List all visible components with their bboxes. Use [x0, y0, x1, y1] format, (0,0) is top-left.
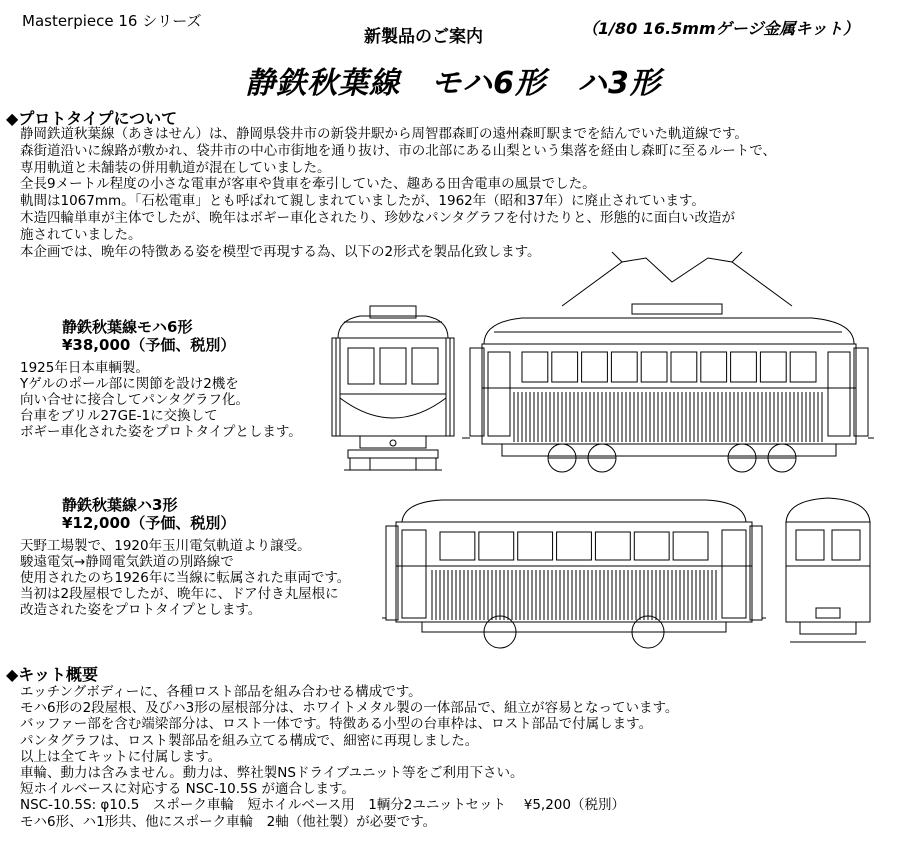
prototype-line: 施されていました。 [20, 226, 142, 243]
window [796, 530, 824, 560]
door [488, 352, 510, 436]
door [722, 530, 746, 618]
window [348, 348, 374, 384]
window [634, 532, 669, 560]
window [790, 352, 816, 382]
desc-line: ボギー車化された姿をプロトタイプとします。 [20, 424, 302, 440]
window [582, 352, 608, 382]
product-price-ha3: ¥12,000（予価、税別） [62, 514, 236, 532]
pantograph [562, 258, 792, 306]
desc-line: 当初は2段屋根でしたが、晩年に、ドア付き丸屋根に [20, 586, 339, 602]
window [673, 532, 708, 560]
product-name-ha3: 静鉄秋葉線ハ3形 [62, 496, 178, 514]
ha3-end-drawing [780, 492, 876, 660]
prototype-line: 森街道沿いに線路が敷かれ、袋井市の中心市街地を通り抜け、市の北部にある山梨という集落を経由し森町に至るルートで、 [20, 142, 776, 159]
product-price-moha6: ¥38,000（予価、税別） [62, 336, 236, 354]
moha6-front-drawing [330, 298, 456, 480]
window [641, 352, 667, 382]
kit-line: 短ホイルベースに対応する NSC-10.5S が適合します。 [20, 781, 355, 798]
product-name-moha6: 静鉄秋葉線モハ6形 [62, 318, 193, 336]
window [760, 352, 786, 382]
prototype-line: 本企画では、晩年の特徴ある姿を模型で再現する為、以下の2形式を製品化致します。 [20, 243, 541, 260]
prototype-line: 木造四輪単車が主体でしたが、晩年はボギー車化されたり、珍妙なパンタグラフを付けたりと、形態的に面白い改造が [20, 209, 735, 226]
window [552, 352, 578, 382]
prototype-line: 静岡鉄道秋葉線（あきはせん）は、静岡県袋井市の新袋井駅から周智郡森町の遠州森町駅までを結んでいた軌道線です。 [20, 126, 748, 142]
window [479, 532, 514, 560]
kit-line: 以上は全てキットに付属します。 [20, 748, 222, 765]
kit-line: モハ6形の2段屋根、及びハ3形の屋根部分は、ホワイトメタル製の一体部品で、組立が容易となっています。 [20, 700, 679, 717]
prototype-line: 専用軌道と未舗装の併用軌道が混在していました。 [20, 159, 331, 176]
window [701, 352, 727, 382]
prototype-heading: ◆プロトタイプについて [6, 109, 178, 128]
door [828, 352, 850, 436]
window [671, 352, 697, 382]
desc-line: 改造された姿をプロトタイプとします。 [20, 602, 262, 618]
kit-line: パンタグラフは、ロスト製部品を組み立てる構成で、細密に再現しました。 [20, 732, 479, 749]
kit-line: NSC-10.5S: φ10.5 スポーク車輪 短ホイルベース用 1輌分2ユニットセット ¥5,200（税別） [20, 797, 625, 814]
prototype-text [20, 126, 776, 260]
window [522, 352, 548, 382]
window [440, 532, 475, 560]
product-desc-moha6 [20, 360, 302, 440]
window [380, 348, 406, 384]
prototype-line: 全長9メートル程度の小さな電車が客車や貨車を牽引していた、趣ある田舎電車の風景でした。 [20, 176, 596, 193]
window [731, 352, 757, 382]
kit-line: 車輪、動力は含みません。動力は、弊社製NSドライブユニット等をご利用下さい。 [20, 765, 524, 782]
page-title: 静鉄秋葉線 モハ6形 ハ3形 [245, 66, 661, 101]
desc-line: 台車をブリル27GE-1に交換して [20, 408, 218, 424]
window [595, 532, 630, 560]
moha6-side-drawing [462, 248, 874, 480]
desc-line: 1925年日本車輌製。 [20, 360, 149, 376]
kit-line: エッチングボディーに、各種ロスト部品を組み合わせる構成です。 [20, 684, 422, 700]
door [402, 530, 426, 618]
desc-line: 駿遠電気→静岡電気鉄道の別路線で [20, 554, 234, 570]
prototype-line: 軌間は1067mm。「石松電車」とも呼ばれて親しまれていましたが、1962年（昭和37年）に廃止されています。 [20, 193, 705, 210]
kit-line: バッファー部を含む端梁部分は、ロスト一体です。特徴ある小型の台車枠は、ロスト部品で付属します。 [20, 716, 653, 733]
product-desc-ha3 [20, 538, 350, 618]
kit-heading: ◆キット概要 [6, 665, 98, 684]
desc-line: 向い合せに接合してパンタグラフ化。 [20, 392, 249, 408]
desc-line: 使用されたのち1926年に当線に転属された車両です。 [20, 570, 351, 586]
kit-line: モハ6形、ハ1形共、他にスポーク車輪 2軸（他社製）が必要です。 [20, 813, 437, 830]
desc-line: Yゲルのポール部に関節を設け2機を [20, 376, 239, 392]
series-label: Masterpiece 16 シリーズ [22, 12, 202, 30]
kit-text [20, 684, 678, 830]
notice-label: 新製品のご案内 [364, 27, 483, 47]
window [518, 532, 553, 560]
ha3-side-drawing [382, 492, 766, 660]
scale-label: （1/80 16.5mmゲージ金属キット） [582, 19, 859, 38]
desc-line: 天野工場製で、1920年玉川電気軌道より譲受。 [20, 538, 311, 554]
window [412, 348, 438, 384]
window [611, 352, 637, 382]
window [557, 532, 592, 560]
window [832, 530, 860, 560]
